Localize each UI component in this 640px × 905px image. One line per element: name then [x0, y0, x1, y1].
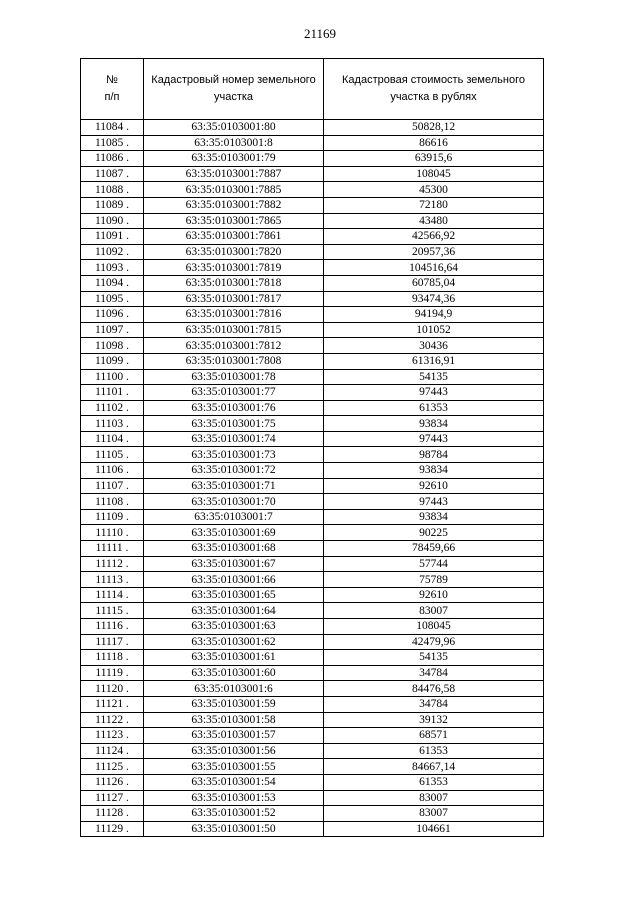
cell-index: 11103 .	[81, 416, 144, 432]
cell-cadastral-number: 63:35:0103001:7815	[144, 322, 324, 338]
cell-cadastral-value: 97443	[324, 494, 544, 510]
cell-cadastral-value: 75789	[324, 572, 544, 588]
cell-index: 11098 .	[81, 338, 144, 354]
cell-cadastral-value: 63915,6	[324, 151, 544, 167]
table-row	[81, 213, 544, 229]
cell-cadastral-value: 93834	[324, 416, 544, 432]
cell-cadastral-number: 63:35:0103001:72	[144, 463, 324, 479]
cell-cadastral-number: 63:35:0103001:7818	[144, 275, 324, 291]
cell-cadastral-value: 108045	[324, 619, 544, 635]
cell-cadastral-value: 98784	[324, 447, 544, 463]
cell-cadastral-value: 50828,12	[324, 120, 544, 136]
table-row	[81, 821, 544, 837]
cell-index: 11089 .	[81, 197, 144, 213]
cell-index: 11091 .	[81, 229, 144, 245]
cell-cadastral-value: 97443	[324, 431, 544, 447]
page-number: 21169	[303, 26, 337, 41]
table-row	[81, 197, 544, 213]
table-row	[81, 229, 544, 245]
cell-cadastral-value: 83007	[324, 790, 544, 806]
cell-index: 11121 .	[81, 696, 144, 712]
cell-cadastral-value: 57744	[324, 556, 544, 572]
cell-index: 11096 .	[81, 307, 144, 323]
cell-cadastral-value: 93474,36	[324, 291, 544, 307]
cell-cadastral-number: 63:35:0103001:71	[144, 478, 324, 494]
cell-cadastral-value: 42566,92	[324, 229, 544, 245]
cell-index: 11084 .	[81, 120, 144, 136]
cell-cadastral-value: 61353	[324, 743, 544, 759]
cell-cadastral-number: 63:35:0103001:7861	[144, 229, 324, 245]
table-header-row	[81, 59, 544, 120]
cell-index: 11102 .	[81, 400, 144, 416]
cell-cadastral-value: 92610	[324, 587, 544, 603]
cell-index: 11107 .	[81, 478, 144, 494]
cell-cadastral-value: 104661	[324, 821, 544, 837]
table-row	[81, 275, 544, 291]
table-row	[81, 572, 544, 588]
cell-index: 11108 .	[81, 494, 144, 510]
cell-index: 11085 .	[81, 135, 144, 151]
cell-cadastral-value: 61353	[324, 774, 544, 790]
table-row	[81, 509, 544, 525]
header-cadastral-number: Кадастровый номер земельного участка	[144, 59, 324, 120]
cell-cadastral-value: 60785,04	[324, 275, 544, 291]
cell-cadastral-number: 63:35:0103001:74	[144, 431, 324, 447]
cell-cadastral-value: 20957,36	[324, 244, 544, 260]
cell-index: 11094 .	[81, 275, 144, 291]
cell-cadastral-number: 63:35:0103001:65	[144, 587, 324, 603]
cell-cadastral-value: 42479,96	[324, 634, 544, 650]
cell-cadastral-number: 63:35:0103001:62	[144, 634, 324, 650]
cell-index: 11119 .	[81, 665, 144, 681]
table-row	[81, 759, 544, 775]
cell-cadastral-number: 63:35:0103001:6	[144, 681, 324, 697]
cell-cadastral-value: 61353	[324, 400, 544, 416]
cell-cadastral-value: 78459,66	[324, 541, 544, 557]
cell-index: 11104 .	[81, 431, 144, 447]
cell-index: 11129 .	[81, 821, 144, 837]
cell-index: 11086 .	[81, 151, 144, 167]
cell-cadastral-value: 97443	[324, 385, 544, 401]
cell-cadastral-value: 54135	[324, 650, 544, 666]
table-row	[81, 494, 544, 510]
cell-cadastral-value: 93834	[324, 463, 544, 479]
table-row	[81, 431, 544, 447]
cell-index: 11109 .	[81, 509, 144, 525]
header-cadastral-value: Кадастровая стоимость земельного участка в рублях	[324, 59, 544, 120]
table-row	[81, 385, 544, 401]
cell-cadastral-value: 72180	[324, 197, 544, 213]
cell-cadastral-number: 63:35:0103001:78	[144, 369, 324, 385]
table-row	[81, 463, 544, 479]
cell-cadastral-value: 43480	[324, 213, 544, 229]
cell-cadastral-value: 92610	[324, 478, 544, 494]
cell-cadastral-number: 63:35:0103001:68	[144, 541, 324, 557]
cell-index: 11125 .	[81, 759, 144, 775]
table-row	[81, 478, 544, 494]
cell-cadastral-number: 63:35:0103001:7812	[144, 338, 324, 354]
table-row	[81, 151, 544, 167]
cell-index: 11123 .	[81, 728, 144, 744]
table-row	[81, 307, 544, 323]
cell-index: 11127 .	[81, 790, 144, 806]
table-row	[81, 400, 544, 416]
table-row	[81, 369, 544, 385]
cell-cadastral-number: 63:35:0103001:61	[144, 650, 324, 666]
cell-index: 11116 .	[81, 619, 144, 635]
header-index: № п/п	[81, 59, 144, 120]
cell-cadastral-number: 63:35:0103001:7887	[144, 166, 324, 182]
cell-index: 11115 .	[81, 603, 144, 619]
cell-cadastral-number: 63:35:0103001:7808	[144, 353, 324, 369]
cell-cadastral-number: 63:35:0103001:8	[144, 135, 324, 151]
table-row	[81, 790, 544, 806]
cell-cadastral-value: 39132	[324, 712, 544, 728]
table-row	[81, 556, 544, 572]
table-row	[81, 135, 544, 151]
cell-index: 11120 .	[81, 681, 144, 697]
cell-cadastral-value: 34784	[324, 665, 544, 681]
table-row	[81, 774, 544, 790]
table-row	[81, 587, 544, 603]
cell-cadastral-value: 93834	[324, 509, 544, 525]
cell-index: 11095 .	[81, 291, 144, 307]
cell-index: 11110 .	[81, 525, 144, 541]
cell-cadastral-number: 63:35:0103001:63	[144, 619, 324, 635]
table-row	[81, 291, 544, 307]
cell-cadastral-value: 84476,58	[324, 681, 544, 697]
table-row	[81, 603, 544, 619]
cell-cadastral-value: 30436	[324, 338, 544, 354]
table-row	[81, 665, 544, 681]
cell-index: 11093 .	[81, 260, 144, 276]
cell-cadastral-number: 63:35:0103001:7816	[144, 307, 324, 323]
cell-cadastral-number: 63:35:0103001:73	[144, 447, 324, 463]
cell-index: 11100 .	[81, 369, 144, 385]
cell-index: 11088 .	[81, 182, 144, 198]
table-row	[81, 806, 544, 822]
cell-cadastral-number: 63:35:0103001:57	[144, 728, 324, 744]
cell-cadastral-value: 101052	[324, 322, 544, 338]
cell-cadastral-number: 63:35:0103001:7885	[144, 182, 324, 198]
cell-index: 11092 .	[81, 244, 144, 260]
cell-cadastral-number: 63:35:0103001:55	[144, 759, 324, 775]
table-row	[81, 166, 544, 182]
cell-index: 11111 .	[81, 541, 144, 557]
cell-index: 11097 .	[81, 322, 144, 338]
cell-cadastral-value: 68571	[324, 728, 544, 744]
cell-cadastral-number: 63:35:0103001:54	[144, 774, 324, 790]
cell-cadastral-number: 63:35:0103001:56	[144, 743, 324, 759]
cell-cadastral-number: 63:35:0103001:77	[144, 385, 324, 401]
table-row	[81, 650, 544, 666]
cell-index: 11087 .	[81, 166, 144, 182]
cell-cadastral-value: 54135	[324, 369, 544, 385]
table-row	[81, 634, 544, 650]
table-row	[81, 712, 544, 728]
cell-cadastral-number: 63:35:0103001:79	[144, 151, 324, 167]
cell-cadastral-number: 63:35:0103001:64	[144, 603, 324, 619]
cell-cadastral-value: 84667,14	[324, 759, 544, 775]
cell-cadastral-number: 63:35:0103001:69	[144, 525, 324, 541]
cell-cadastral-number: 63:35:0103001:67	[144, 556, 324, 572]
cadastral-value-table	[80, 58, 544, 837]
table-row	[81, 260, 544, 276]
cell-index: 11101 .	[81, 385, 144, 401]
cell-cadastral-value: 104516,64	[324, 260, 544, 276]
cell-cadastral-number: 63:35:0103001:52	[144, 806, 324, 822]
cell-cadastral-value: 83007	[324, 603, 544, 619]
table-row	[81, 182, 544, 198]
table-row	[81, 322, 544, 338]
cell-index: 11124 .	[81, 743, 144, 759]
cell-cadastral-value: 34784	[324, 696, 544, 712]
table-row	[81, 696, 544, 712]
cell-cadastral-number: 63:35:0103001:76	[144, 400, 324, 416]
cell-index: 11122 .	[81, 712, 144, 728]
cell-cadastral-number: 63:35:0103001:7817	[144, 291, 324, 307]
table-row	[81, 338, 544, 354]
cell-index: 11114 .	[81, 587, 144, 603]
cell-cadastral-value: 83007	[324, 806, 544, 822]
cell-cadastral-value: 108045	[324, 166, 544, 182]
cell-cadastral-number: 63:35:0103001:80	[144, 120, 324, 136]
cell-cadastral-number: 63:35:0103001:50	[144, 821, 324, 837]
table-row	[81, 681, 544, 697]
table-row	[81, 416, 544, 432]
cell-index: 11105 .	[81, 447, 144, 463]
cell-cadastral-number: 63:35:0103001:7819	[144, 260, 324, 276]
cell-cadastral-number: 63:35:0103001:75	[144, 416, 324, 432]
cell-cadastral-number: 63:35:0103001:7865	[144, 213, 324, 229]
cell-index: 11118 .	[81, 650, 144, 666]
table-row	[81, 353, 544, 369]
cell-index: 11090 .	[81, 213, 144, 229]
cell-cadastral-number: 63:35:0103001:53	[144, 790, 324, 806]
table-row	[81, 120, 544, 136]
cell-cadastral-value: 86616	[324, 135, 544, 151]
cell-index: 11117 .	[81, 634, 144, 650]
cell-cadastral-value: 94194,9	[324, 307, 544, 323]
cell-index: 11112 .	[81, 556, 144, 572]
cell-cadastral-number: 63:35:0103001:59	[144, 696, 324, 712]
cell-cadastral-value: 45300	[324, 182, 544, 198]
cell-cadastral-number: 63:35:0103001:70	[144, 494, 324, 510]
cell-cadastral-number: 63:35:0103001:60	[144, 665, 324, 681]
table-row	[81, 244, 544, 260]
cell-cadastral-number: 63:35:0103001:7882	[144, 197, 324, 213]
table-row	[81, 728, 544, 744]
cell-index: 11126 .	[81, 774, 144, 790]
cell-cadastral-number: 63:35:0103001:7	[144, 509, 324, 525]
cell-cadastral-number: 63:35:0103001:66	[144, 572, 324, 588]
cell-cadastral-number: 63:35:0103001:58	[144, 712, 324, 728]
table-row	[81, 525, 544, 541]
cell-index: 11113 .	[81, 572, 144, 588]
table-row	[81, 447, 544, 463]
cell-cadastral-value: 61316,91	[324, 353, 544, 369]
cell-index: 11128 .	[81, 806, 144, 822]
cell-cadastral-value: 90225	[324, 525, 544, 541]
table-row	[81, 743, 544, 759]
table-row	[81, 619, 544, 635]
cell-index: 11099 .	[81, 353, 144, 369]
cell-cadastral-number: 63:35:0103001:7820	[144, 244, 324, 260]
cell-index: 11106 .	[81, 463, 144, 479]
table-row	[81, 541, 544, 557]
